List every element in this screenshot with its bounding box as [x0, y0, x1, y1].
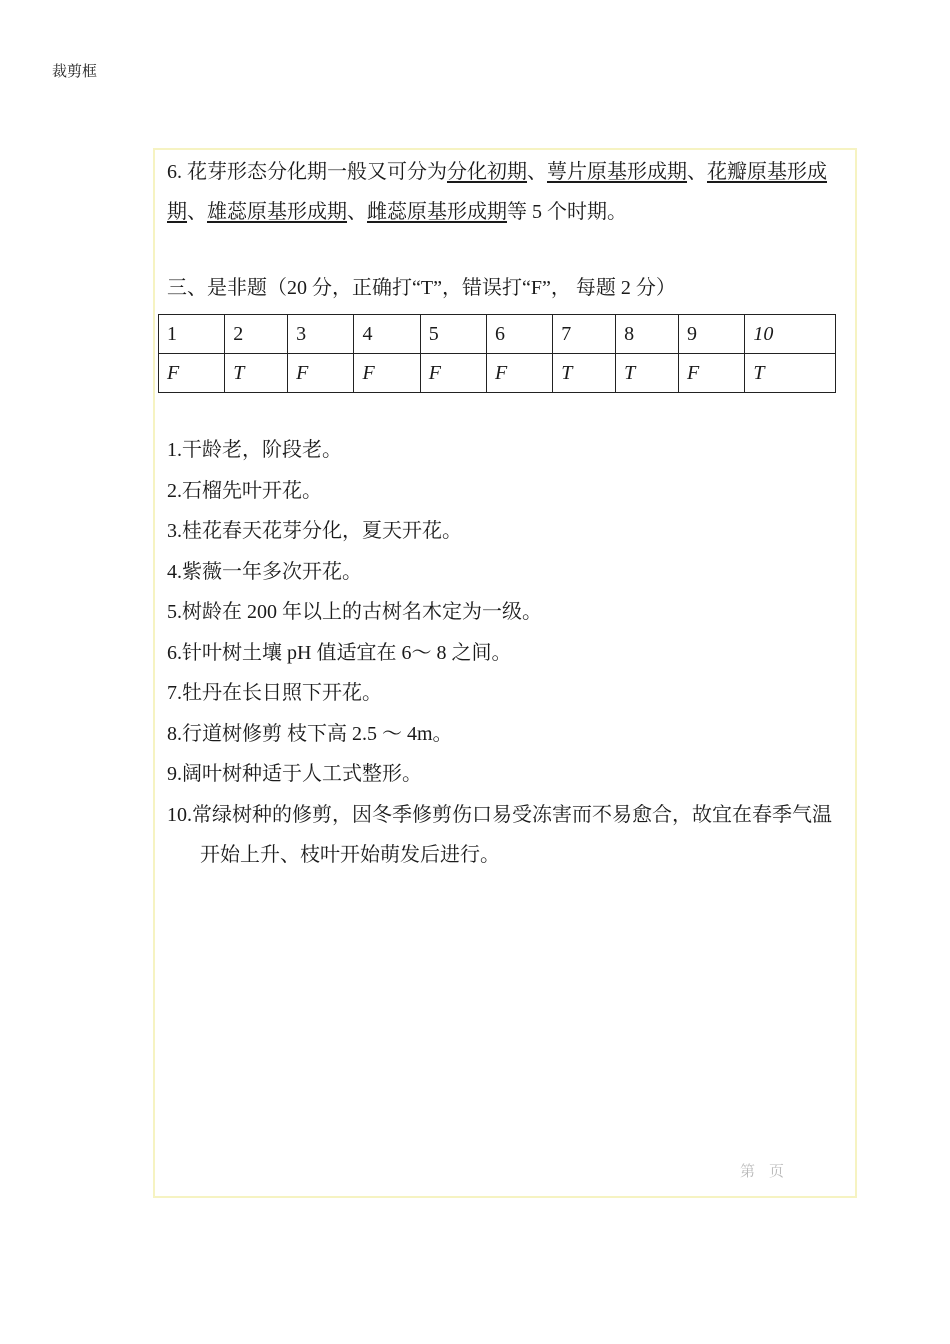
list-item: 4.紫薇一年多次开花。: [167, 560, 362, 583]
item6-suffix: 等 5 个时期。: [507, 201, 627, 223]
table-cell-number: 1: [159, 315, 225, 354]
document-content: [167, 152, 847, 866]
list-item: 8.行道树修剪 枝下高 2.5 ～ 4m。: [167, 722, 453, 745]
page-number-label: 第页: [740, 1162, 799, 1180]
answer-blank-2: 萼片原基形成期: [547, 161, 687, 183]
list-item: 10.常绿树种的修剪，因冬季修剪伤口易受冻害而不易愈合，故宜在春季气温开始上升、枝叶开始萌发后进行。: [167, 803, 832, 866]
table-cell-number: 2: [225, 315, 288, 354]
table-cell-number: 6: [487, 315, 553, 354]
question-list: [167, 430, 847, 876]
separator: 、: [687, 161, 707, 183]
table-cell-answer: T: [553, 354, 616, 393]
answer-blank-1: 分化初期: [447, 161, 527, 183]
table-cell-answer: F: [288, 354, 354, 393]
table-cell-answer: F: [487, 354, 553, 393]
table-cell-answer: F: [354, 354, 420, 393]
table-cell-number: 10: [745, 315, 836, 354]
list-item: 3.桂花春天花芽分化，夏天开花。: [167, 520, 462, 542]
table-cell-answer: T: [616, 354, 679, 393]
answer-blank-3: 花瓣原基形成期: [167, 161, 827, 223]
table-cell-answer: F: [159, 354, 225, 393]
list-item: 7.牡丹在长日照下开花。: [167, 682, 382, 704]
number-row: [159, 315, 836, 354]
answer-blank-4: 雄蕊原基形成期: [207, 201, 347, 223]
table-cell-number: 7: [553, 315, 616, 354]
table-cell-number: 3: [288, 315, 354, 354]
table-cell-number: 4: [354, 315, 420, 354]
table-cell-number: 9: [679, 315, 745, 354]
list-item: 1.干龄老，阶段老。: [167, 439, 342, 461]
crop-frame-label: 裁剪框: [52, 62, 98, 80]
fill-in-item-6: [167, 152, 847, 232]
list-item: 2.石榴先叶开花。: [167, 479, 322, 502]
list-item: 6.针叶树土壤 pH 值适宜在 6～ 8 之间。: [167, 641, 512, 664]
answer-blank-5: 雌蕊原基形成期: [367, 201, 507, 223]
section-title: 三、是非题（20 分，正确打“T”，错误打“F”， 每题 2 分）: [167, 277, 676, 299]
table-cell-answer: F: [679, 354, 745, 393]
table-cell-number: 8: [616, 315, 679, 354]
table-cell-answer: T: [225, 354, 288, 393]
answer-table: [158, 314, 836, 393]
separator: 、: [347, 201, 367, 223]
table-cell-answer: T: [745, 354, 836, 393]
list-item: 5.树龄在 200 年以上的古树名木定为一级。: [167, 601, 542, 623]
answer-row: [159, 354, 836, 393]
table-cell-answer: F: [420, 354, 486, 393]
list-item: 9.阔叶树种适于人工式整形。: [167, 763, 422, 785]
table-cell-number: 5: [420, 315, 486, 354]
separator: 、: [187, 201, 207, 223]
item6-prefix: 6. 花芽形态分化期一般又可分为: [167, 161, 447, 183]
separator: 、: [527, 161, 547, 183]
